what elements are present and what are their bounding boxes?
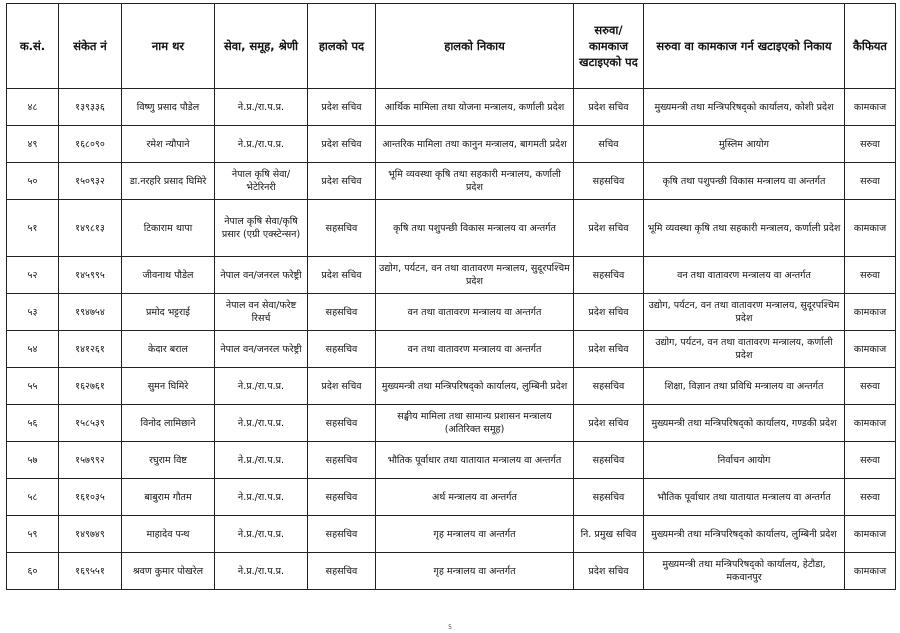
cell-current-post: प्रदेश सचिव xyxy=(308,126,376,163)
cell-serial-number: ५० xyxy=(7,163,59,200)
cell-name: विनोद लामिछाने xyxy=(122,405,215,442)
transfer-table xyxy=(6,3,896,590)
cell-code-number: १४५९९५ xyxy=(59,257,122,294)
cell-service: ने.प्र./रा.प.प्र. xyxy=(215,479,308,516)
cell-serial-number: ५१ xyxy=(7,200,59,257)
cell-transfer-office: उद्योग, पर्यटन, वन तथा वातावरण मन्त्रालय, सुदूरपश्चिम प्रदेश xyxy=(644,294,845,331)
cell-current-office: गृह मन्त्रालय वा अन्तर्गत xyxy=(376,516,574,553)
cell-current-office: मुख्यमन्त्री तथा मन्त्रिपरिषद्को कार्यालय, लुम्बिनी प्रदेश xyxy=(376,368,574,405)
cell-remarks: कामकाज xyxy=(845,553,896,590)
cell-transfer-office: उद्योग, पर्यटन, वन तथा वातावरण मन्त्रालय, कर्णाली प्रदेश xyxy=(644,331,845,368)
cell-serial-number: ६० xyxy=(7,553,59,590)
table-row xyxy=(7,200,896,257)
cell-transfer-office: शिक्षा, विज्ञान तथा प्रविधि मन्त्रालय वा अन्तर्गत xyxy=(644,368,845,405)
table-row xyxy=(7,163,896,200)
cell-transfer-post: प्रदेश सचिव xyxy=(574,331,644,368)
header-name: नाम थर xyxy=(122,4,215,89)
cell-current-office: आर्थिक मामिला तथा योजना मन्त्रालय, कर्णाली प्रदेश xyxy=(376,89,574,126)
cell-serial-number: ५७ xyxy=(7,442,59,479)
table-row xyxy=(7,516,896,553)
cell-transfer-office: मुख्यमन्त्री तथा मन्त्रिपरिषद्को कार्यालय, हेटौडा, मकवानपुर xyxy=(644,553,845,590)
cell-transfer-post: प्रदेश सचिव xyxy=(574,553,644,590)
cell-name: टिकाराम थापा xyxy=(122,200,215,257)
cell-remarks: कामकाज xyxy=(845,294,896,331)
cell-current-office: अर्थ मन्त्रालय वा अन्तर्गत xyxy=(376,479,574,516)
cell-current-office: आन्तरिक मामिला तथा कानुन मन्त्रालय, बागमती प्रदेश xyxy=(376,126,574,163)
cell-service: नेपाल कृषि सेवा/भेटेरिनरी xyxy=(215,163,308,200)
cell-name: श्रवण कुमार पोखरेल xyxy=(122,553,215,590)
cell-transfer-office: मुस्लिम आयोग xyxy=(644,126,845,163)
cell-transfer-office: कृषि तथा पशुपन्छी विकास मन्त्रालय वा अन्तर्गत xyxy=(644,163,845,200)
cell-current-office: वन तथा वातावरण मन्त्रालय वा अन्तर्गत xyxy=(376,294,574,331)
cell-serial-number: ४९ xyxy=(7,126,59,163)
header-transfer-post: सरुवा/कामकाज खटाइएको पद xyxy=(574,4,644,89)
cell-code-number: १६१०३५ xyxy=(59,479,122,516)
cell-name: डा.नरहरि प्रसाद घिमिरे xyxy=(122,163,215,200)
cell-serial-number: ४८ xyxy=(7,89,59,126)
cell-service: ने.प्र./रा.प.प्र. xyxy=(215,516,308,553)
cell-remarks: सरुवा xyxy=(845,368,896,405)
cell-name: प्रमोद भट्टराई xyxy=(122,294,215,331)
cell-transfer-office: वन तथा वातावरण मन्त्रालय वा अन्तर्गत xyxy=(644,257,845,294)
page-number: 5 xyxy=(448,624,452,631)
cell-name: रघुराम विष्ट xyxy=(122,442,215,479)
cell-current-office: उद्योग, पर्यटन, वन तथा वातावरण मन्त्रालय, सुदूरपश्चिम प्रदेश xyxy=(376,257,574,294)
cell-code-number: १६९५५१ xyxy=(59,553,122,590)
cell-name: रमेश न्यौपाने xyxy=(122,126,215,163)
header-code-number: संकेत नं xyxy=(59,4,122,89)
cell-name: बाबुराम गौतम xyxy=(122,479,215,516)
cell-name: माहादेव पन्थ xyxy=(122,516,215,553)
header-remarks: कैफियत xyxy=(845,4,896,89)
cell-serial-number: ५५ xyxy=(7,368,59,405)
cell-current-office: सङ्घीय मामिला तथा सामान्य प्रशासन मन्त्रालय (अतिरिक्त समूह) xyxy=(376,405,574,442)
cell-remarks: कामकाज xyxy=(845,89,896,126)
cell-current-post: प्रदेश सचिव xyxy=(308,89,376,126)
cell-remarks: सरुवा xyxy=(845,257,896,294)
cell-code-number: १४९८१३ xyxy=(59,200,122,257)
cell-remarks: सरुवा xyxy=(845,442,896,479)
cell-current-post: प्रदेश सचिव xyxy=(308,257,376,294)
cell-code-number: १४९७४९ xyxy=(59,516,122,553)
cell-code-number: १६८०९० xyxy=(59,126,122,163)
cell-current-post: सहसचिव xyxy=(308,405,376,442)
cell-service: ने.प्र./रा.प.प्र. xyxy=(215,126,308,163)
cell-current-office: भौतिक पूर्वाधार तथा यातायात मन्त्रालय वा अन्तर्गत xyxy=(376,442,574,479)
cell-serial-number: ५८ xyxy=(7,479,59,516)
cell-transfer-post: प्रदेश सचिव xyxy=(574,405,644,442)
cell-transfer-office: भौतिक पूर्वाधार तथा यातायात मन्त्रालय वा अन्तर्गत xyxy=(644,479,845,516)
cell-name: केदार बराल xyxy=(122,331,215,368)
table-row xyxy=(7,442,896,479)
cell-service: ने.प्र./रा.प.प्र. xyxy=(215,553,308,590)
header-current-office: हालको निकाय xyxy=(376,4,574,89)
header-current-post: हालको पद xyxy=(308,4,376,89)
cell-transfer-office: निर्वाचन आयोग xyxy=(644,442,845,479)
cell-transfer-post: सहसचिव xyxy=(574,479,644,516)
table-row xyxy=(7,479,896,516)
cell-current-post: सहसचिव xyxy=(308,200,376,257)
table-row xyxy=(7,368,896,405)
cell-current-post: प्रदेश सचिव xyxy=(308,368,376,405)
table-header-row xyxy=(7,4,896,89)
cell-current-post: सहसचिव xyxy=(308,331,376,368)
cell-remarks: सरुवा xyxy=(845,126,896,163)
cell-name: जीवनाथ पौडेल xyxy=(122,257,215,294)
cell-transfer-post: सहसचिव xyxy=(574,257,644,294)
transfer-list-page xyxy=(6,3,895,590)
cell-serial-number: ५३ xyxy=(7,294,59,331)
cell-remarks: कामकाज xyxy=(845,516,896,553)
cell-transfer-post: सचिव xyxy=(574,126,644,163)
cell-service: नेपाल वन/जनरल फरेष्ट्री xyxy=(215,331,308,368)
table-row xyxy=(7,331,896,368)
cell-code-number: १३९३३६ xyxy=(59,89,122,126)
cell-current-post: प्रदेश सचिव xyxy=(308,163,376,200)
cell-remarks: सरुवा xyxy=(845,479,896,516)
cell-current-post: सहसचिव xyxy=(308,553,376,590)
cell-code-number: १६२७६१ xyxy=(59,368,122,405)
header-transfer-office: सरुवा वा कामकाज गर्न खटाइएको निकाय xyxy=(644,4,845,89)
table-row xyxy=(7,553,896,590)
cell-current-post: सहसचिव xyxy=(308,442,376,479)
cell-transfer-post: नि. प्रमुख सचिव xyxy=(574,516,644,553)
cell-current-office: वन तथा वातावरण मन्त्रालय वा अन्तर्गत xyxy=(376,331,574,368)
cell-service: ने.प्र./रा.प.प्र. xyxy=(215,368,308,405)
cell-remarks: कामकाज xyxy=(845,405,896,442)
cell-remarks: कामकाज xyxy=(845,331,896,368)
table-row xyxy=(7,294,896,331)
header-serial-number: क.सं. xyxy=(7,4,59,89)
cell-code-number: १५७९९२ xyxy=(59,442,122,479)
table-row xyxy=(7,405,896,442)
cell-current-post: सहसचिव xyxy=(308,479,376,516)
header-service-group-class: सेवा, समूह, श्रेणी xyxy=(215,4,308,89)
cell-code-number: १४१२६१ xyxy=(59,331,122,368)
cell-name: सुमन घिमिरे xyxy=(122,368,215,405)
cell-serial-number: ५४ xyxy=(7,331,59,368)
cell-transfer-post: प्रदेश सचिव xyxy=(574,200,644,257)
cell-service: नेपाल कृषि सेवा/कृषि प्रसार (एग्री एक्स्टेन्सन) xyxy=(215,200,308,257)
cell-service: ने.प्र./रा.प.प्र. xyxy=(215,442,308,479)
cell-serial-number: ५९ xyxy=(7,516,59,553)
cell-code-number: १५८५३९ xyxy=(59,405,122,442)
cell-service: नेपाल वन/जनरल फरेष्ट्री xyxy=(215,257,308,294)
cell-transfer-office: भूमि व्यवस्था कृषि तथा सहकारी मन्त्रालय, कर्णाली प्रदेश xyxy=(644,200,845,257)
cell-transfer-post: सहसचिव xyxy=(574,163,644,200)
cell-transfer-office: मुख्यमन्त्री तथा मन्त्रिपरिषद्को कार्यालय, गण्डकी प्रदेश xyxy=(644,405,845,442)
cell-serial-number: ५६ xyxy=(7,405,59,442)
cell-name: विष्णु प्रसाद पौडेल xyxy=(122,89,215,126)
table-row xyxy=(7,257,896,294)
cell-current-post: सहसचिव xyxy=(308,516,376,553)
cell-transfer-post: प्रदेश सचिव xyxy=(574,294,644,331)
cell-transfer-post: सहसचिव xyxy=(574,368,644,405)
table-row xyxy=(7,126,896,163)
cell-service: ने.प्र./रा.प.प्र. xyxy=(215,405,308,442)
table-row xyxy=(7,89,896,126)
cell-serial-number: ५२ xyxy=(7,257,59,294)
cell-service: नेपाल वन सेवा/फरेष्ट रिसर्च xyxy=(215,294,308,331)
cell-transfer-office: मुख्यमन्त्री तथा मन्त्रिपरिषद्को कार्यालय, लुम्बिनी प्रदेश xyxy=(644,516,845,553)
cell-code-number: १९४७५४ xyxy=(59,294,122,331)
cell-current-post: सहसचिव xyxy=(308,294,376,331)
cell-code-number: १५०९३२ xyxy=(59,163,122,200)
cell-transfer-post: प्रदेश सचिव xyxy=(574,89,644,126)
cell-remarks: सरुवा xyxy=(845,163,896,200)
cell-remarks: कामकाज xyxy=(845,200,896,257)
cell-transfer-office: मुख्यमन्त्री तथा मन्त्रिपरिषद्को कार्यालय, कोशी प्रदेश xyxy=(644,89,845,126)
cell-current-office: गृह मन्त्रालय वा अन्तर्गत xyxy=(376,553,574,590)
cell-current-office: कृषि तथा पशुपन्छी विकास मन्त्रालय वा अन्तर्गत xyxy=(376,200,574,257)
cell-current-office: भूमि व्यवस्था कृषि तथा सहकारी मन्त्रालय, कर्णाली प्रदेश xyxy=(376,163,574,200)
cell-transfer-post: सहसचिव xyxy=(574,442,644,479)
cell-service: ने.प्र./रा.प.प्र. xyxy=(215,89,308,126)
